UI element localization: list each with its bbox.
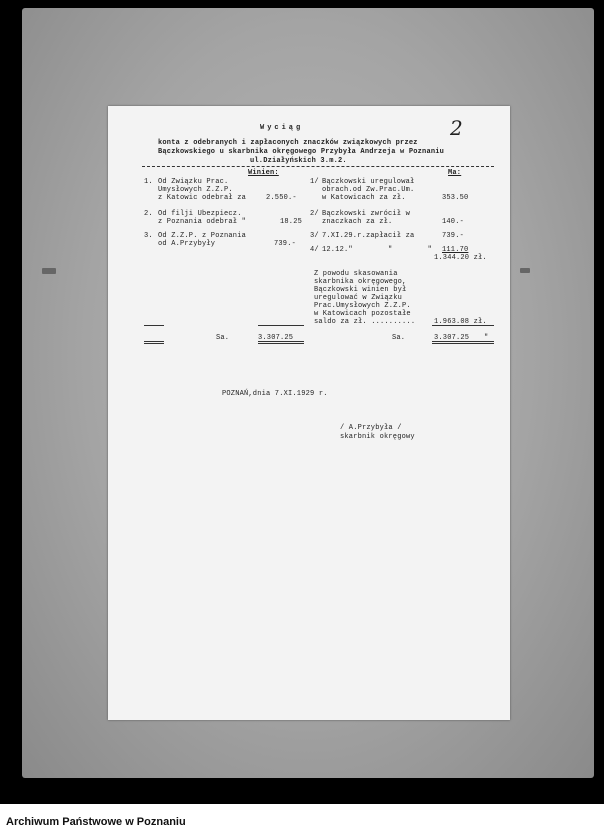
subtitle-line: Bączkowskiego u skarbnika okręgowego Przybyła Andrzeja w Poznaniu	[158, 148, 445, 156]
note-line: w Katowicach pozostałe	[314, 310, 411, 318]
dust-speck	[42, 268, 56, 274]
credit-entry-text: 12.12." " "	[322, 246, 433, 254]
note-line: skarbnika okręgowego,	[314, 278, 407, 286]
note-line: Prac.Umysłowych Z.Z.P.	[314, 302, 411, 310]
credit-amount: 739.-	[442, 232, 465, 240]
debit-entry-text: Od Związku Prac.	[158, 178, 229, 186]
debit-entry-number: 2.	[144, 210, 153, 218]
credit-entry-number: 1/	[310, 178, 319, 186]
debit-entry-text: Od filji Ubezpiecz.	[158, 210, 242, 218]
sum-double-rule	[432, 341, 494, 342]
sum-rule-left	[258, 325, 304, 326]
sum-double-rule	[432, 343, 494, 344]
debit-entry-number: 3.	[144, 232, 153, 240]
note-line: saldo za zł. ..........	[314, 318, 416, 326]
debit-entry-text: Od Z.Z.P. z Poznania	[158, 232, 247, 240]
sum-rule-right	[432, 325, 494, 326]
credit-entry-text: obrach.od Zw.Prac.Um.	[322, 186, 415, 194]
subtitle-line: konta z odebranych i zapłaconych znaczków związkowych przez	[158, 139, 418, 147]
credit-subtotal: 1.344.20 zł.	[434, 254, 487, 262]
credit-entry-text: Bączkowski zwrócił w	[322, 210, 411, 218]
debit-entry-number: 1.	[144, 178, 153, 186]
credit-amount: 140.-	[442, 218, 465, 226]
subtitle-line: ul.Działyńskich 3.m.2.	[250, 157, 347, 165]
sum-right: 3.307.25	[434, 334, 470, 342]
handwritten-page-number: 2	[450, 116, 463, 140]
sum-double-rule	[144, 343, 164, 344]
sum-rule-left	[144, 325, 164, 326]
header-divider	[142, 166, 494, 167]
place-date: POZNAŃ,dnia 7.XI.1929 r.	[222, 390, 328, 398]
credit-entry-number: 2/	[310, 210, 319, 218]
archive-footer	[0, 804, 604, 840]
debit-entry-text: od A.Przybyły	[158, 240, 216, 248]
debit-amount: 739.-	[274, 240, 297, 248]
sum-double-rule	[258, 341, 304, 342]
debit-amount: 18.25	[280, 218, 303, 226]
signature-role: skarbnik okręgowy	[340, 433, 415, 441]
debit-entry-text: Umysłowych Z.Z.P.	[158, 186, 233, 194]
sum-label-right: Sa.	[392, 334, 406, 342]
signature-name: / A.Przybyła /	[340, 424, 402, 432]
credit-entry-text: 7.XI.29.r.zapłacił za	[322, 232, 415, 240]
note-line: Z powodu skasowania	[314, 270, 398, 278]
doc-title: Wyciąg	[260, 124, 304, 132]
sum-left: 3.307.25	[258, 334, 294, 342]
document-page	[108, 106, 510, 720]
credit-entry-number: 4/	[310, 246, 319, 254]
credit-entry-number: 3/	[310, 232, 319, 240]
credit-entry-text: w Katowicach za zł.	[322, 194, 406, 202]
credit-amount: 111.70	[442, 246, 469, 254]
debit-entry-text: z Katowic odebrał za	[158, 194, 247, 202]
credit-amount: 353.50	[442, 194, 469, 202]
credit-entry-text: Bączkowski uregulował	[322, 178, 415, 186]
sum-double-rule	[258, 343, 304, 344]
debit-entry-text: z Poznania odebrał "	[158, 218, 247, 226]
credit-entry-text: znaczkach za zł.	[322, 218, 393, 226]
note-line: uregulować w Związku	[314, 294, 403, 302]
sum-right-suffix: "	[484, 334, 489, 342]
debit-header: Winien:	[248, 169, 279, 177]
note-line: Bączkowski winien był	[314, 286, 407, 294]
archive-name: Archiwum Państwowe w Poznaniu	[6, 816, 186, 828]
dust-speck	[520, 268, 530, 273]
sum-label-left: Sa.	[216, 334, 230, 342]
saldo-amount: 1.963.08 zł.	[434, 318, 487, 326]
sum-double-rule	[144, 341, 164, 342]
credit-header: Ma:	[448, 169, 462, 177]
debit-amount: 2.550.-	[266, 194, 297, 202]
